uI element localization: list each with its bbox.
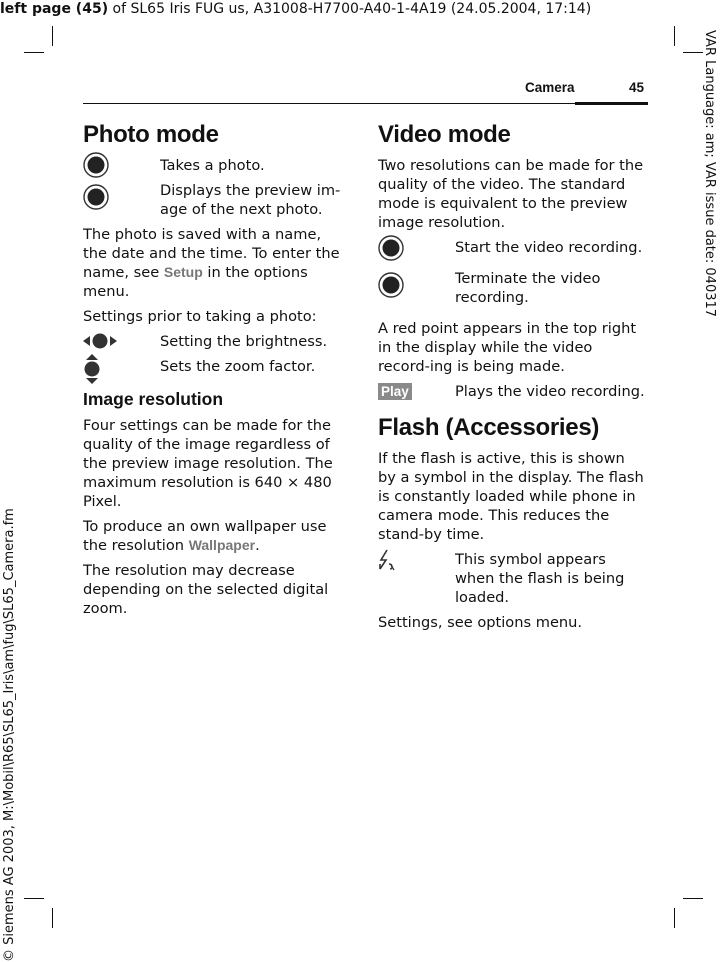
crop-mark	[24, 898, 44, 899]
image-resolution-heading: Image resolution	[83, 389, 224, 409]
resolution-paragraph: Four settings can be made for the quality of the image regardless of the preview image resolution. The maximum resolution is 640 × 480 Pixel.	[83, 417, 333, 510]
video-mode-heading: Video mode	[378, 121, 511, 148]
document-info-line	[0, 0, 725, 18]
copyright-note: © Siemens AG 2003, M:\Mobil\R65\SL65_Iris\am\fug\SL65_Camera.fm	[2, 508, 17, 962]
video-paragraph: Two resolutions can be made for the quality of the video. The standard mode is equivalent to the preview image resolution.	[378, 157, 644, 231]
document-info-rest: of SL65 Iris FUG us, A31008-H7700-A40-1-4A19 (24.05.2004, 17:14)	[108, 1, 592, 17]
nav-key-center-icon	[378, 269, 455, 288]
settings-item	[83, 332, 348, 351]
header-rule-accent	[575, 102, 648, 105]
nav-key-left-right-icon	[83, 332, 160, 351]
video-item-text: Start the video recording.	[455, 239, 643, 256]
video-item	[378, 269, 646, 307]
page-number: 45	[629, 80, 645, 95]
crop-mark	[24, 52, 44, 53]
photo-item-text: Displays the preview im-age of the next photo.	[160, 182, 341, 218]
document-page-ref: left page (45)	[0, 1, 109, 17]
crop-mark	[683, 52, 703, 53]
setup-key: Setup	[163, 264, 203, 280]
flash-item	[378, 550, 646, 607]
settings-item-text: Sets the zoom factor.	[160, 358, 316, 375]
play-item-text: Plays the video recording.	[455, 383, 645, 400]
photo-item	[83, 181, 348, 219]
flash-heading: Flash (Accessories)	[378, 414, 600, 441]
crop-mark	[674, 26, 675, 46]
nav-key-center-icon	[83, 181, 160, 200]
nav-key-center-icon	[83, 156, 160, 175]
flash-item-text: This symbol appears when the flash is being loaded.	[455, 551, 625, 606]
crop-mark	[52, 908, 53, 928]
play-item	[378, 382, 646, 401]
settings-item-text: Setting the brightness.	[160, 333, 328, 350]
settings-intro: Settings prior to taking a photo:	[83, 308, 317, 325]
var-language-note: VAR Language: am; VAR issue date: 040317	[702, 30, 717, 318]
photo-save-paragraph: The photo is saved with a name, the date and the time. To enter the name, see Setup in the options menu.	[83, 226, 340, 300]
wallpaper-key: Wallpaper	[188, 537, 256, 553]
wallpaper-paragraph: To produce an own wallpaper use the resolution Wallpaper.	[83, 518, 327, 554]
nav-key-center-icon	[378, 238, 455, 257]
crop-mark	[683, 898, 703, 899]
photo-item-text: Takes a photo.	[160, 157, 265, 174]
video-item-text: Terminate the video recording.	[455, 270, 601, 306]
photo-mode-heading: Photo mode	[83, 121, 219, 148]
play-softkey: Play	[378, 383, 412, 400]
video-item	[378, 238, 646, 257]
header-rule	[83, 103, 648, 104]
zoom-paragraph: The resolution may decrease depending on the selected digital zoom.	[83, 562, 329, 617]
photo-item	[83, 156, 348, 175]
settings-item	[83, 357, 348, 376]
crop-mark	[674, 908, 675, 928]
left-column	[83, 120, 348, 624]
right-column	[378, 120, 646, 638]
recording-paragraph: A red point appears in the top right in the display while the video record-ing is being made.	[378, 320, 637, 375]
crop-mark	[52, 26, 53, 46]
section-title: Camera	[525, 80, 575, 95]
flash-paragraph: If the flash is active, this is shown by a symbol in the display. The flash is constantly loaded while phone in camera mode. This reduces the stand-by time.	[378, 450, 644, 543]
settings-paragraph: Settings, see options menu.	[378, 614, 583, 631]
flash-loading-icon	[378, 550, 455, 569]
nav-key-up-down-icon	[83, 357, 160, 376]
